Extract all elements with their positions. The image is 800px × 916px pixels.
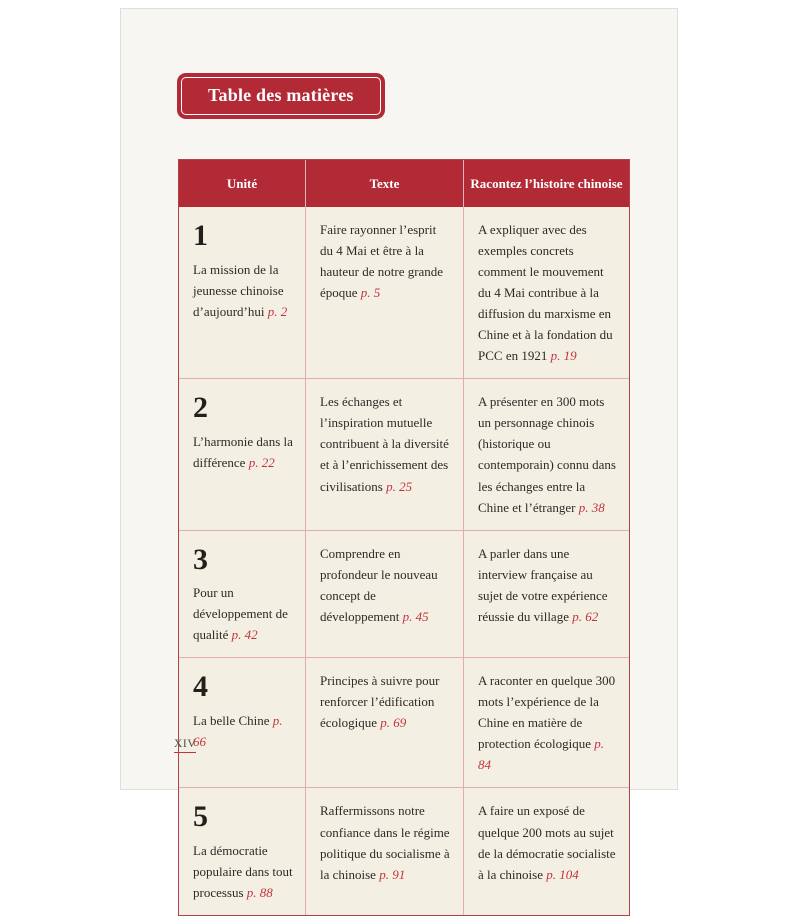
racontez-text: A expliquer avec des exemples concrets comment le mouvement du 4 Mai contribue à la diffusion du marxisme en Chine et à la fondation du PCC en 1921 (478, 222, 613, 364)
unit-number: 3 (193, 542, 208, 576)
texte-title: Faire rayonner l’esprit du 4 Mai et être à la hauteur de notre grande époque (320, 222, 444, 301)
racontez-cell (464, 531, 629, 658)
unit-cell (179, 788, 306, 915)
racontez-text: A parler dans une interview française au sujet de votre expérience réussie du village (478, 545, 608, 624)
table-row (179, 378, 629, 529)
table-row (179, 657, 629, 787)
unit-number: 2 (193, 391, 208, 425)
page-ref: p. 22 (248, 454, 275, 470)
page-title: Table des matières (181, 77, 381, 115)
page-ref: p. 62 (572, 608, 599, 624)
unit-number: 1 (193, 219, 208, 252)
racontez-cell (464, 207, 629, 378)
header-cell-unite: Unité (179, 160, 306, 207)
page-ref: p. 91 (379, 866, 406, 882)
texte-cell (306, 788, 464, 915)
table-row (179, 207, 629, 378)
texte-cell (306, 658, 464, 787)
unit-cell (179, 658, 306, 787)
table-header-row (179, 160, 629, 207)
texte-title: Les échanges et l’inspiration mutuelle contribuent à la diversité et à l’enrichissement des civilisations (320, 394, 449, 494)
header-cell-racontez: Racontez l’histoire chinoise (470, 175, 623, 191)
toc-title-badge (178, 74, 384, 118)
book-page (120, 8, 678, 901)
unit-cell (179, 207, 306, 378)
unit-number: 5 (193, 800, 208, 834)
unit-number: 4 (193, 670, 208, 704)
racontez-text: A faire un exposé de quelque 200 mots au sujet de la démocratie socialiste à la chinoise (478, 803, 616, 882)
racontez-cell (464, 788, 629, 915)
table-row (179, 787, 629, 915)
texte-cell (306, 531, 464, 658)
page-ref: p. 104 (546, 866, 579, 882)
footer-page-number: XIV (174, 738, 196, 753)
texte-title: Principes à suivre pour renforcer l’édification écologique (320, 673, 440, 731)
page-ref: p. 69 (380, 715, 407, 731)
unit-title: La belle Chine (193, 712, 270, 728)
unit-title: L’harmonie dans la différence (193, 433, 293, 470)
texte-title: Comprendre en profondeur le nouveau concept de développement (320, 545, 438, 624)
unit-title: Pour un développement de qualité (193, 585, 288, 643)
unit-cell (179, 379, 306, 529)
page-ref: p. 42 (231, 627, 258, 643)
page-ref: p. 45 (402, 608, 429, 624)
texte-cell (306, 207, 464, 378)
toc-table (178, 159, 630, 916)
unit-title: La mission de la jeunesse chinoise d’aujourd’hui (193, 261, 284, 319)
page-ref: p. 66 (193, 712, 283, 749)
page-ref: p. 88 (246, 885, 273, 901)
unit-cell (179, 531, 306, 658)
page-ref: p. 19 (550, 348, 577, 364)
table-row (179, 530, 629, 658)
texte-title: Raffermissons notre confiance dans le régime politique du socialisme à la chinoise (320, 803, 450, 882)
header-cell-texte: Texte (306, 160, 464, 207)
page-ref: p. 84 (478, 736, 604, 773)
unit-title: La démocratie populaire dans tout processus (193, 842, 293, 901)
racontez-text: A raconter en quelque 300 mots l’expérience de la Chine en matière de protection écologique (478, 673, 616, 752)
page-ref: p. 25 (386, 478, 413, 494)
page-ref: p. 38 (578, 499, 605, 515)
racontez-cell (464, 658, 629, 787)
texte-cell (306, 379, 464, 529)
page-ref: p. 5 (360, 285, 381, 301)
racontez-cell (464, 379, 629, 529)
racontez-text: A présenter en 300 mots un personnage chinois (historique ou contemporain) connu dans les échanges entre la Chine et l’étranger (478, 394, 616, 515)
page-ref: p. 2 (267, 303, 288, 319)
